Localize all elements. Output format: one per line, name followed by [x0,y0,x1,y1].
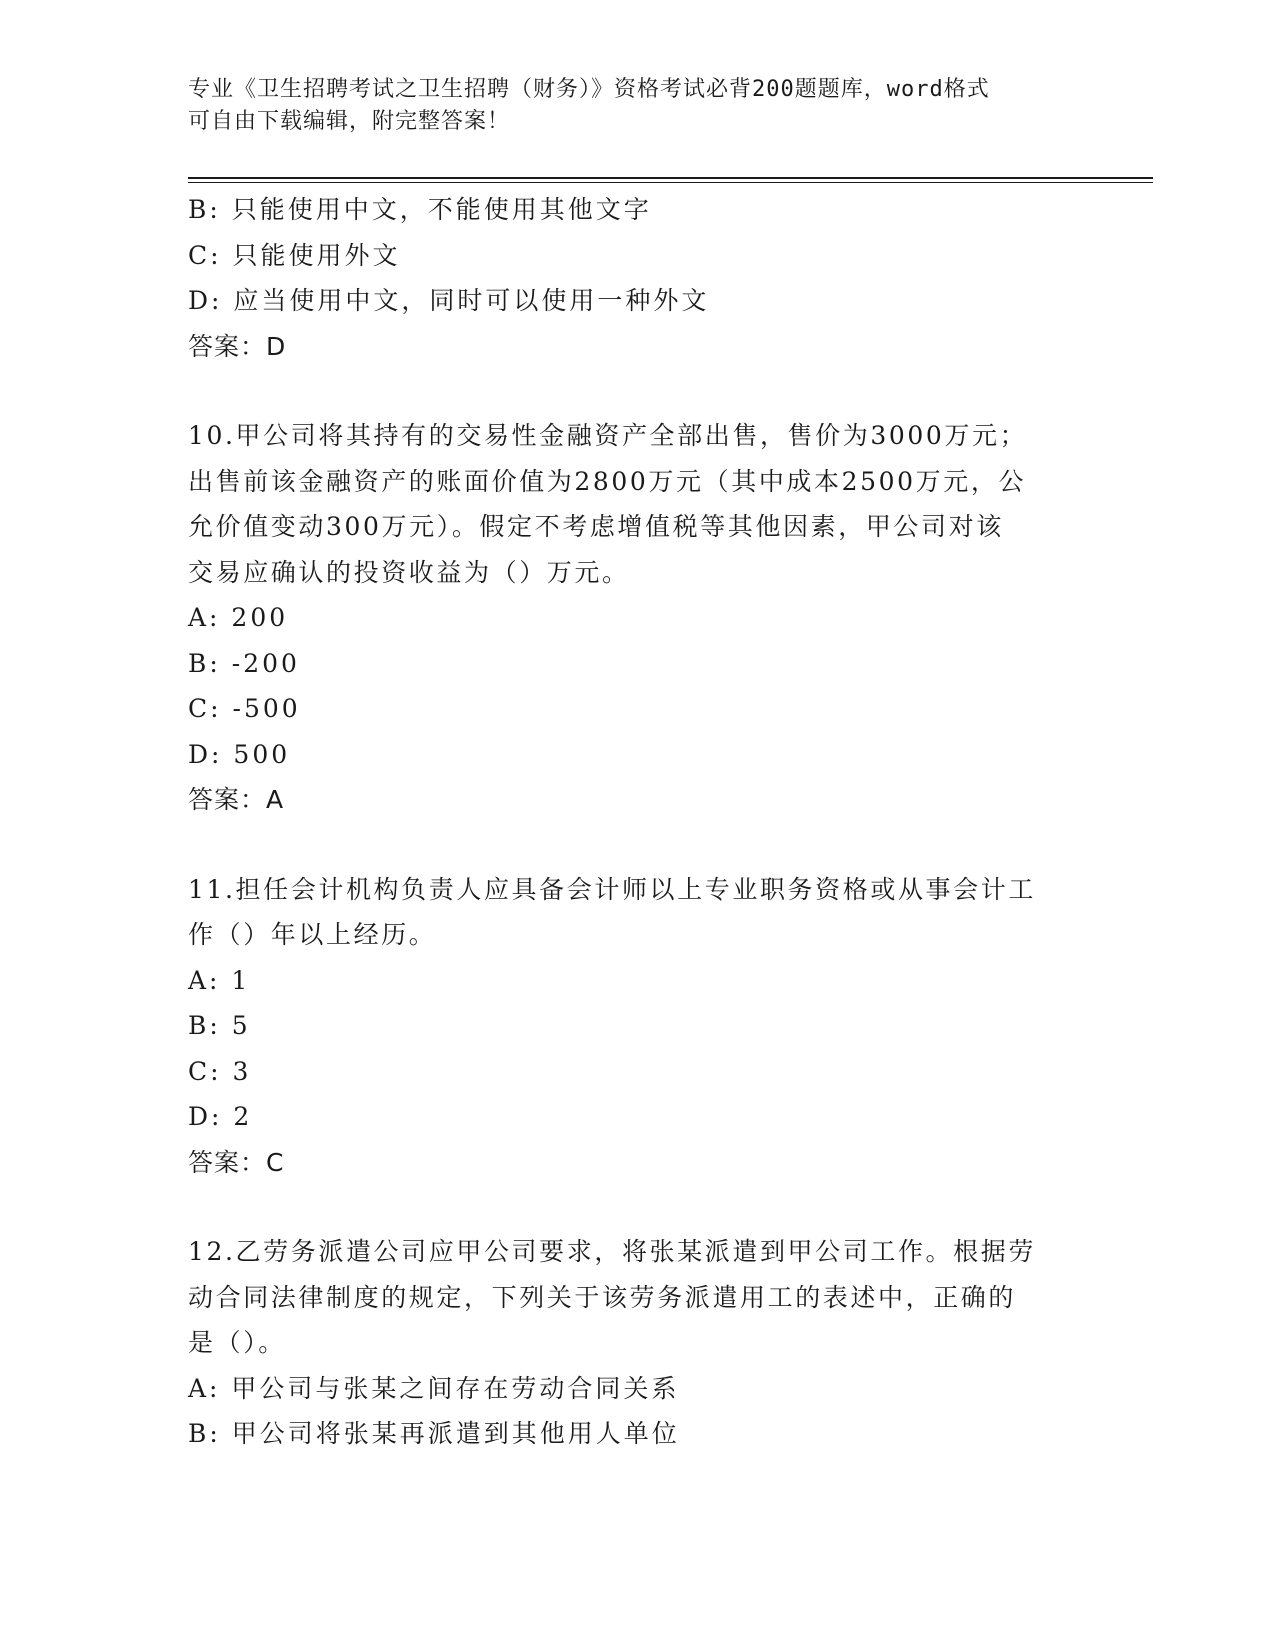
q10-option-a: A: 200 [188,603,289,632]
q11-option-b: B: 5 [188,1011,251,1040]
q10-option-d: D: 500 [188,739,291,769]
q12-stem-line: 是（）。 [188,1328,286,1357]
q9-option-b: B: 只能使用中文，不能使用其他文字 [188,195,652,224]
spacer [188,823,1088,867]
q9-option-d: D: 应当使用中文，同时可以使用一种外文 [188,286,710,315]
q11-stem [188,867,1088,958]
q11-option-d: D: 2 [188,1102,253,1131]
q11-stem-line: 11.担任会计机构负责人应具备会计师以上专业职务资格或从事会计工 [188,874,1036,904]
question-9-continued [188,187,1088,369]
header-line-1: 专业《卫生招聘考试之卫生招聘（财务）》资格考试必背200题题库，word格式 [188,77,990,102]
q10-option-b: B: -200 [188,648,300,678]
q11-answer: 答案：C [188,1147,285,1177]
question-10 [188,413,1088,823]
question-list [188,187,1088,1457]
q10-stem-line: 出售前该金融资产的账面价值为2800万元（其中成本2500万元，公 [188,466,1027,496]
header-divider-thin [188,182,1153,183]
header-line-2: 可自由下载编辑，附完整答案！ [188,109,511,134]
q10-stem-line: 交易应确认的投资收益为（）万元。 [188,557,630,587]
q10-stem-line: 10.甲公司将其持有的交易性金融资产全部出售，售价为3000万元； [188,421,1028,450]
q12-option-b: B: 甲公司将张某再派遣到其他用人单位 [188,1419,680,1448]
q12-option-a: A: 甲公司与张某之间存在劳动合同关系 [188,1373,680,1403]
document-header [188,74,1088,138]
q10-answer: 答案：A [188,785,285,814]
q9-answer: 答案：D [188,331,287,361]
header-divider-thick [188,177,1153,179]
q10-stem-line: 允价值变动300万元）。假定不考虑增值税等其他因素，甲公司对该 [188,512,1004,541]
spacer [188,369,1088,413]
q12-stem-line: 动合同法律制度的规定，下列关于该劳务派遣用工的表述中，正确的 [188,1282,1017,1312]
spacer [188,1185,1088,1229]
q10-option-c: C: -500 [188,694,301,723]
question-12 [188,1229,1088,1457]
q11-stem-line: 作（）年以上经历。 [188,920,437,949]
q12-stem [188,1229,1088,1366]
q12-stem-line: 12.乙劳务派遣公司应甲公司要求，将张某派遣到甲公司工作。根据劳 [188,1237,1036,1266]
q11-option-a: A: 1 [188,965,251,995]
q11-option-c: C: 3 [188,1056,252,1086]
question-11 [188,867,1088,1186]
q10-stem [188,413,1088,595]
q9-option-c: C: 只能使用外文 [188,240,401,270]
